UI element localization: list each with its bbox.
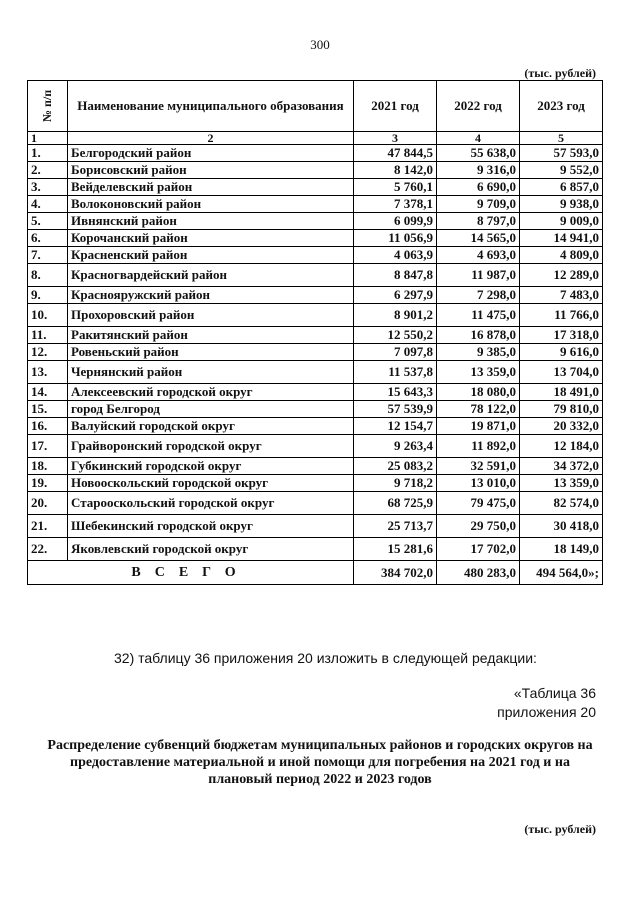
row-2021: 7 097,8 (354, 344, 437, 361)
row-2022: 6 690,0 (437, 179, 520, 196)
row-2022: 16 878,0 (437, 327, 520, 344)
table-row (28, 538, 603, 561)
row-number: 8. (28, 264, 68, 287)
row-name: Ивнянский район (68, 213, 354, 230)
row-2021: 25 083,2 (354, 458, 437, 475)
table-row (28, 304, 603, 327)
row-2021: 68 725,9 (354, 492, 437, 515)
row-name: Волоконовский район (68, 196, 354, 213)
table-reference (497, 684, 596, 722)
row-2022: 11 475,0 (437, 304, 520, 327)
header-num: № п/п (28, 81, 68, 132)
table-row (28, 401, 603, 418)
row-name: Чернянский район (68, 361, 354, 384)
row-2021: 15 643,3 (354, 384, 437, 401)
index-cell: 2 (68, 132, 354, 145)
table-row (28, 418, 603, 435)
row-name: Грайворонский городской округ (68, 435, 354, 458)
total-row (28, 561, 603, 585)
row-number: 15. (28, 401, 68, 418)
row-2023: 30 418,0 (520, 515, 603, 538)
row-number: 9. (28, 287, 68, 304)
row-2021: 8 847,8 (354, 264, 437, 287)
total-2023: 494 564,0»; (520, 561, 603, 585)
table-row (28, 384, 603, 401)
table-row (28, 327, 603, 344)
index-cell: 3 (354, 132, 437, 145)
row-2023: 82 574,0 (520, 492, 603, 515)
row-name: Ракитянский район (68, 327, 354, 344)
row-2021: 4 063,9 (354, 247, 437, 264)
row-number: 2. (28, 162, 68, 179)
row-number: 7. (28, 247, 68, 264)
table-row (28, 247, 603, 264)
row-2021: 47 844,5 (354, 145, 437, 162)
table-row (28, 196, 603, 213)
row-number: 21. (28, 515, 68, 538)
row-2021: 15 281,6 (354, 538, 437, 561)
table-row (28, 344, 603, 361)
table-row (28, 435, 603, 458)
row-2021: 6 099,9 (354, 213, 437, 230)
table-row (28, 361, 603, 384)
row-name: Красногвардейский район (68, 264, 354, 287)
header-2022: 2022 год (437, 81, 520, 132)
row-2023: 34 372,0 (520, 458, 603, 475)
row-2023: 18 149,0 (520, 538, 603, 561)
index-cell: 4 (437, 132, 520, 145)
row-2022: 13 010,0 (437, 475, 520, 492)
page-number: 300 (310, 37, 330, 52)
table-row (28, 515, 603, 538)
row-2022: 78 122,0 (437, 401, 520, 418)
row-number: 3. (28, 179, 68, 196)
row-2023: 11 766,0 (520, 304, 603, 327)
row-2021: 8 142,0 (354, 162, 437, 179)
units-label-bottom: (тыс. рублей) (524, 822, 596, 836)
row-2023: 12 184,0 (520, 435, 603, 458)
header-name: Наименование муниципального образования (68, 81, 354, 132)
row-number: 1. (28, 145, 68, 162)
row-2022: 9 385,0 (437, 344, 520, 361)
row-2022: 17 702,0 (437, 538, 520, 561)
row-2021: 9 718,2 (354, 475, 437, 492)
table-row (28, 475, 603, 492)
row-2022: 13 359,0 (437, 361, 520, 384)
row-2022: 19 871,0 (437, 418, 520, 435)
row-2022: 14 565,0 (437, 230, 520, 247)
row-number: 5. (28, 213, 68, 230)
row-name: Борисовский район (68, 162, 354, 179)
row-2022: 9 316,0 (437, 162, 520, 179)
row-2022: 79 475,0 (437, 492, 520, 515)
table-row (28, 287, 603, 304)
row-name: Новооскольский городской округ (68, 475, 354, 492)
row-number: 16. (28, 418, 68, 435)
row-2023: 9 938,0 (520, 196, 603, 213)
row-name: Губкинский городской округ (68, 458, 354, 475)
row-2023: 79 810,0 (520, 401, 603, 418)
table-row (28, 458, 603, 475)
table-row (28, 264, 603, 287)
row-2022: 32 591,0 (437, 458, 520, 475)
row-2023: 13 704,0 (520, 361, 603, 384)
row-2021: 7 378,1 (354, 196, 437, 213)
table-row (28, 179, 603, 196)
row-name: Краснояружский район (68, 287, 354, 304)
header-2023: 2023 год (520, 81, 603, 132)
row-2023: 9 009,0 (520, 213, 603, 230)
row-2022: 29 750,0 (437, 515, 520, 538)
row-name: Валуйский городской округ (68, 418, 354, 435)
row-2021: 6 297,9 (354, 287, 437, 304)
units-label: (тыс. рублей) (524, 66, 596, 80)
row-number: 13. (28, 361, 68, 384)
row-number: 20. (28, 492, 68, 515)
row-name: Красненский район (68, 247, 354, 264)
row-2021: 12 550,2 (354, 327, 437, 344)
header-2021: 2021 год (354, 81, 437, 132)
row-2023: 18 491,0 (520, 384, 603, 401)
table-reference-line1: «Таблица 36 (513, 685, 596, 701)
row-name: Шебекинский городской округ (68, 515, 354, 538)
row-number: 4. (28, 196, 68, 213)
row-2022: 11 987,0 (437, 264, 520, 287)
row-2023: 20 332,0 (520, 418, 603, 435)
row-2021: 8 901,2 (354, 304, 437, 327)
row-2022: 18 080,0 (437, 384, 520, 401)
row-2022: 9 709,0 (437, 196, 520, 213)
amendment-paragraph: 32) таблицу 36 приложения 20 изложить в следующей редакции: (114, 650, 537, 666)
row-number: 22. (28, 538, 68, 561)
row-2022: 7 298,0 (437, 287, 520, 304)
row-2023: 4 809,0 (520, 247, 603, 264)
total-label: ВСЕГО (28, 561, 354, 585)
row-2023: 7 483,0 (520, 287, 603, 304)
row-2023: 9 552,0 (520, 162, 603, 179)
row-name: Корочанский район (68, 230, 354, 247)
table-reference-line2: приложения 20 (497, 704, 596, 720)
index-cell: 1 (28, 132, 68, 145)
row-2023: 6 857,0 (520, 179, 603, 196)
row-number: 18. (28, 458, 68, 475)
total-2022: 480 283,0 (437, 561, 520, 585)
row-name: Ровеньский район (68, 344, 354, 361)
row-2022: 4 693,0 (437, 247, 520, 264)
row-2023: 12 289,0 (520, 264, 603, 287)
row-2022: 8 797,0 (437, 213, 520, 230)
row-number: 14. (28, 384, 68, 401)
subvention-table (27, 80, 603, 585)
row-2022: 11 892,0 (437, 435, 520, 458)
row-2023: 13 359,0 (520, 475, 603, 492)
row-2023: 9 616,0 (520, 344, 603, 361)
row-2023: 14 941,0 (520, 230, 603, 247)
row-2021: 25 713,7 (354, 515, 437, 538)
row-2021: 57 539,9 (354, 401, 437, 418)
table-row (28, 213, 603, 230)
row-number: 19. (28, 475, 68, 492)
table-row (28, 230, 603, 247)
row-name: Яковлевский городской округ (68, 538, 354, 561)
column-index-row (28, 132, 603, 145)
row-name: Белгородский район (68, 145, 354, 162)
table-header-row (28, 81, 603, 132)
row-name: Прохоровский район (68, 304, 354, 327)
row-number: 12. (28, 344, 68, 361)
row-2023: 17 318,0 (520, 327, 603, 344)
row-name: Старооскольский городской округ (68, 492, 354, 515)
row-number: 11. (28, 327, 68, 344)
table-row (28, 145, 603, 162)
table-row (28, 162, 603, 179)
row-2021: 11 056,9 (354, 230, 437, 247)
total-2021: 384 702,0 (354, 561, 437, 585)
row-name: Вейделевский район (68, 179, 354, 196)
row-number: 10. (28, 304, 68, 327)
row-2023: 57 593,0 (520, 145, 603, 162)
table-row (28, 492, 603, 515)
row-2021: 12 154,7 (354, 418, 437, 435)
row-number: 17. (28, 435, 68, 458)
row-2022: 55 638,0 (437, 145, 520, 162)
row-2021: 11 537,8 (354, 361, 437, 384)
section-heading: Распределение субвенций бюджетам муниципальных районов и городских округов на предоставление материальной и иной помощи для погребения на 2021 год и на плановый период 2022 и 2023 годов (47, 738, 593, 787)
index-cell: 5 (520, 132, 603, 145)
row-number: 6. (28, 230, 68, 247)
row-2021: 9 263,4 (354, 435, 437, 458)
row-name: город Белгород (68, 401, 354, 418)
row-name: Алексеевский городской округ (68, 384, 354, 401)
row-2021: 5 760,1 (354, 179, 437, 196)
